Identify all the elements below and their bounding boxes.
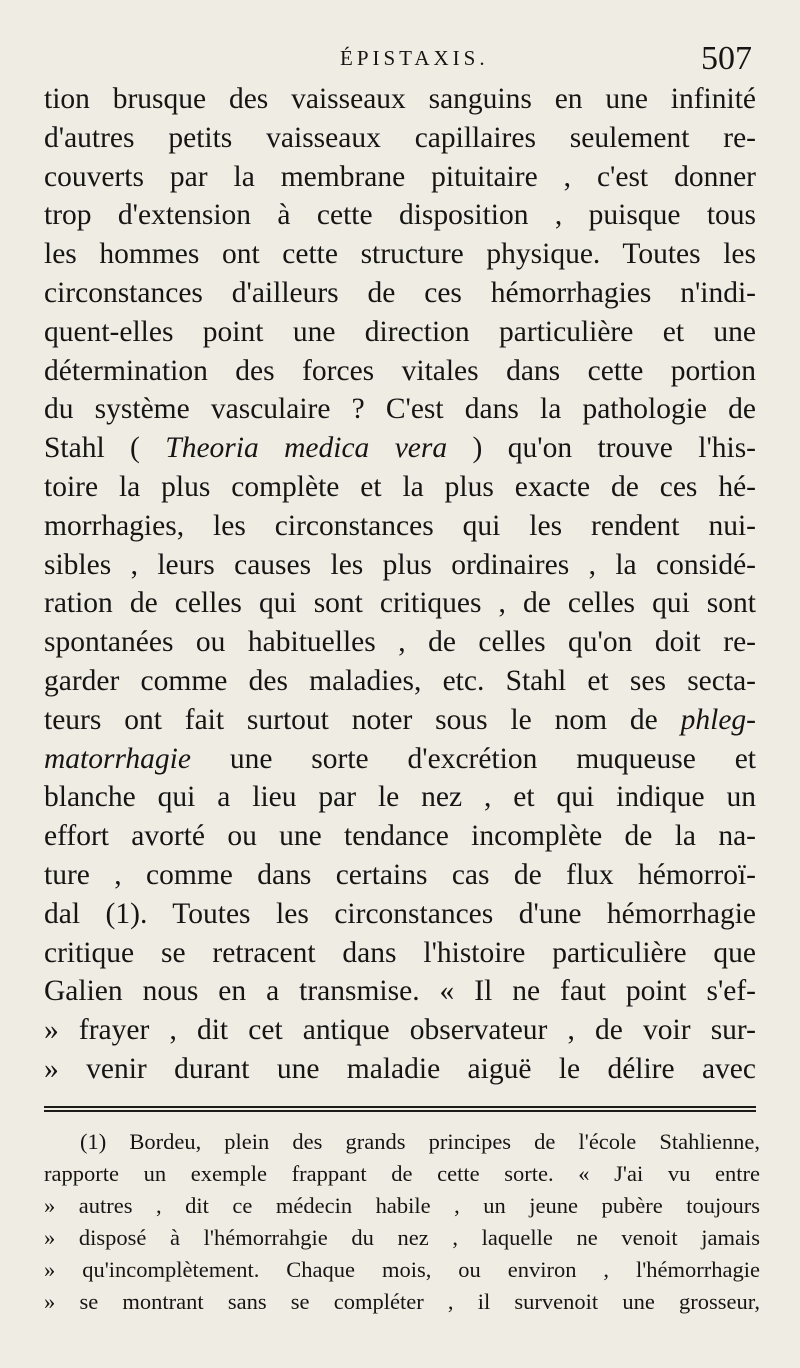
text-line: toire la plus complète et la plus exacte de ces hé- — [44, 470, 756, 503]
page-number: 507 — [701, 40, 752, 77]
footnote-line: » qu'incomplètement. Chaque mois, ou environ , l'hémorrhagie — [44, 1257, 760, 1282]
text-line: garder comme des maladies, etc. Stahl et ses secta- — [44, 664, 756, 697]
separator-rule — [44, 1106, 756, 1108]
separator-rule — [44, 1110, 756, 1112]
text-line: circonstances d'ailleurs de ces hémorrhagies n'indi- — [44, 276, 756, 309]
text-line: critique se retracent dans l'histoire particulière que — [44, 936, 756, 969]
footnote-line: (1) Bordeu, plein des grands principes de l'école Stahlienne, — [80, 1129, 760, 1154]
text-line: trop d'extension à cette disposition , puisque tous — [44, 199, 756, 232]
text-line: spontanées ou habituelles , de celles qu'on doit re- — [44, 626, 756, 659]
footnote-line: » disposé à l'hémorrahgie du nez , laquelle ne venoit jamais — [44, 1225, 760, 1250]
text-line: quent-elles point une direction particulière et une — [44, 315, 756, 348]
text-line: d'autres petits vaisseaux capillaires seulement re- — [44, 121, 756, 154]
footnote-line: » se montrant sans se compléter , il survenoit une grosseur, — [44, 1289, 760, 1314]
footnote-line: rapporte un exemple frappant de cette sorte. « J'ai vu entre — [44, 1161, 760, 1186]
text-line: couverts par la membrane pituitaire , c'est donner — [44, 160, 756, 193]
text-line: tion brusque des vaisseaux sanguins en une infinité — [44, 83, 756, 115]
text-line: ration de celles qui sont critiques , de celles qui sont — [44, 587, 756, 620]
text-line: sibles , leurs causes les plus ordinaires , la considé- — [44, 548, 756, 581]
text-line: Galien nous en a transmise. « Il ne faut point s'ef- — [44, 975, 756, 1008]
text-line: ture , comme dans certains cas de flux hémorroï- — [44, 858, 756, 891]
footnote-line: » autres , dit ce médecin habile , un jeune pubère toujours — [44, 1193, 760, 1218]
chapter-title: ÉPISTAXIS. — [340, 46, 489, 70]
text-line: effort avorté ou une tendance incomplète de la na- — [44, 820, 756, 853]
text-line: détermination des forces vitales dans cette portion — [44, 354, 756, 387]
footnote-separator — [44, 1106, 756, 1114]
footnote — [44, 1126, 760, 1318]
text-line: Stahl ( Theoria medica vera ) qu'on trouve l'his- — [44, 432, 757, 465]
text-line: dal (1). Toutes les circonstances d'une hémorrhagie — [44, 897, 756, 930]
text-line: » frayer , dit cet antique observateur , de voir sur- — [44, 1014, 756, 1047]
text-line: teurs ont fait surtout noter sous le nom de phleg- — [44, 703, 756, 736]
text-line: blanche qui a lieu par le nez , et qui indique un — [44, 781, 756, 814]
text-line: les hommes ont cette structure physique. Toutes les — [44, 238, 756, 271]
body-text — [44, 80, 756, 1089]
running-head — [40, 40, 760, 80]
text-line: » venir durant une maladie aiguë le délire avec — [44, 1052, 756, 1085]
text-line: matorrhagie une sorte d'excrétion muqueuse et — [44, 742, 756, 775]
text-line: du système vasculaire ? C'est dans la pathologie de — [44, 393, 756, 426]
text-line: morrhagies, les circonstances qui les rendent nui- — [44, 509, 756, 542]
